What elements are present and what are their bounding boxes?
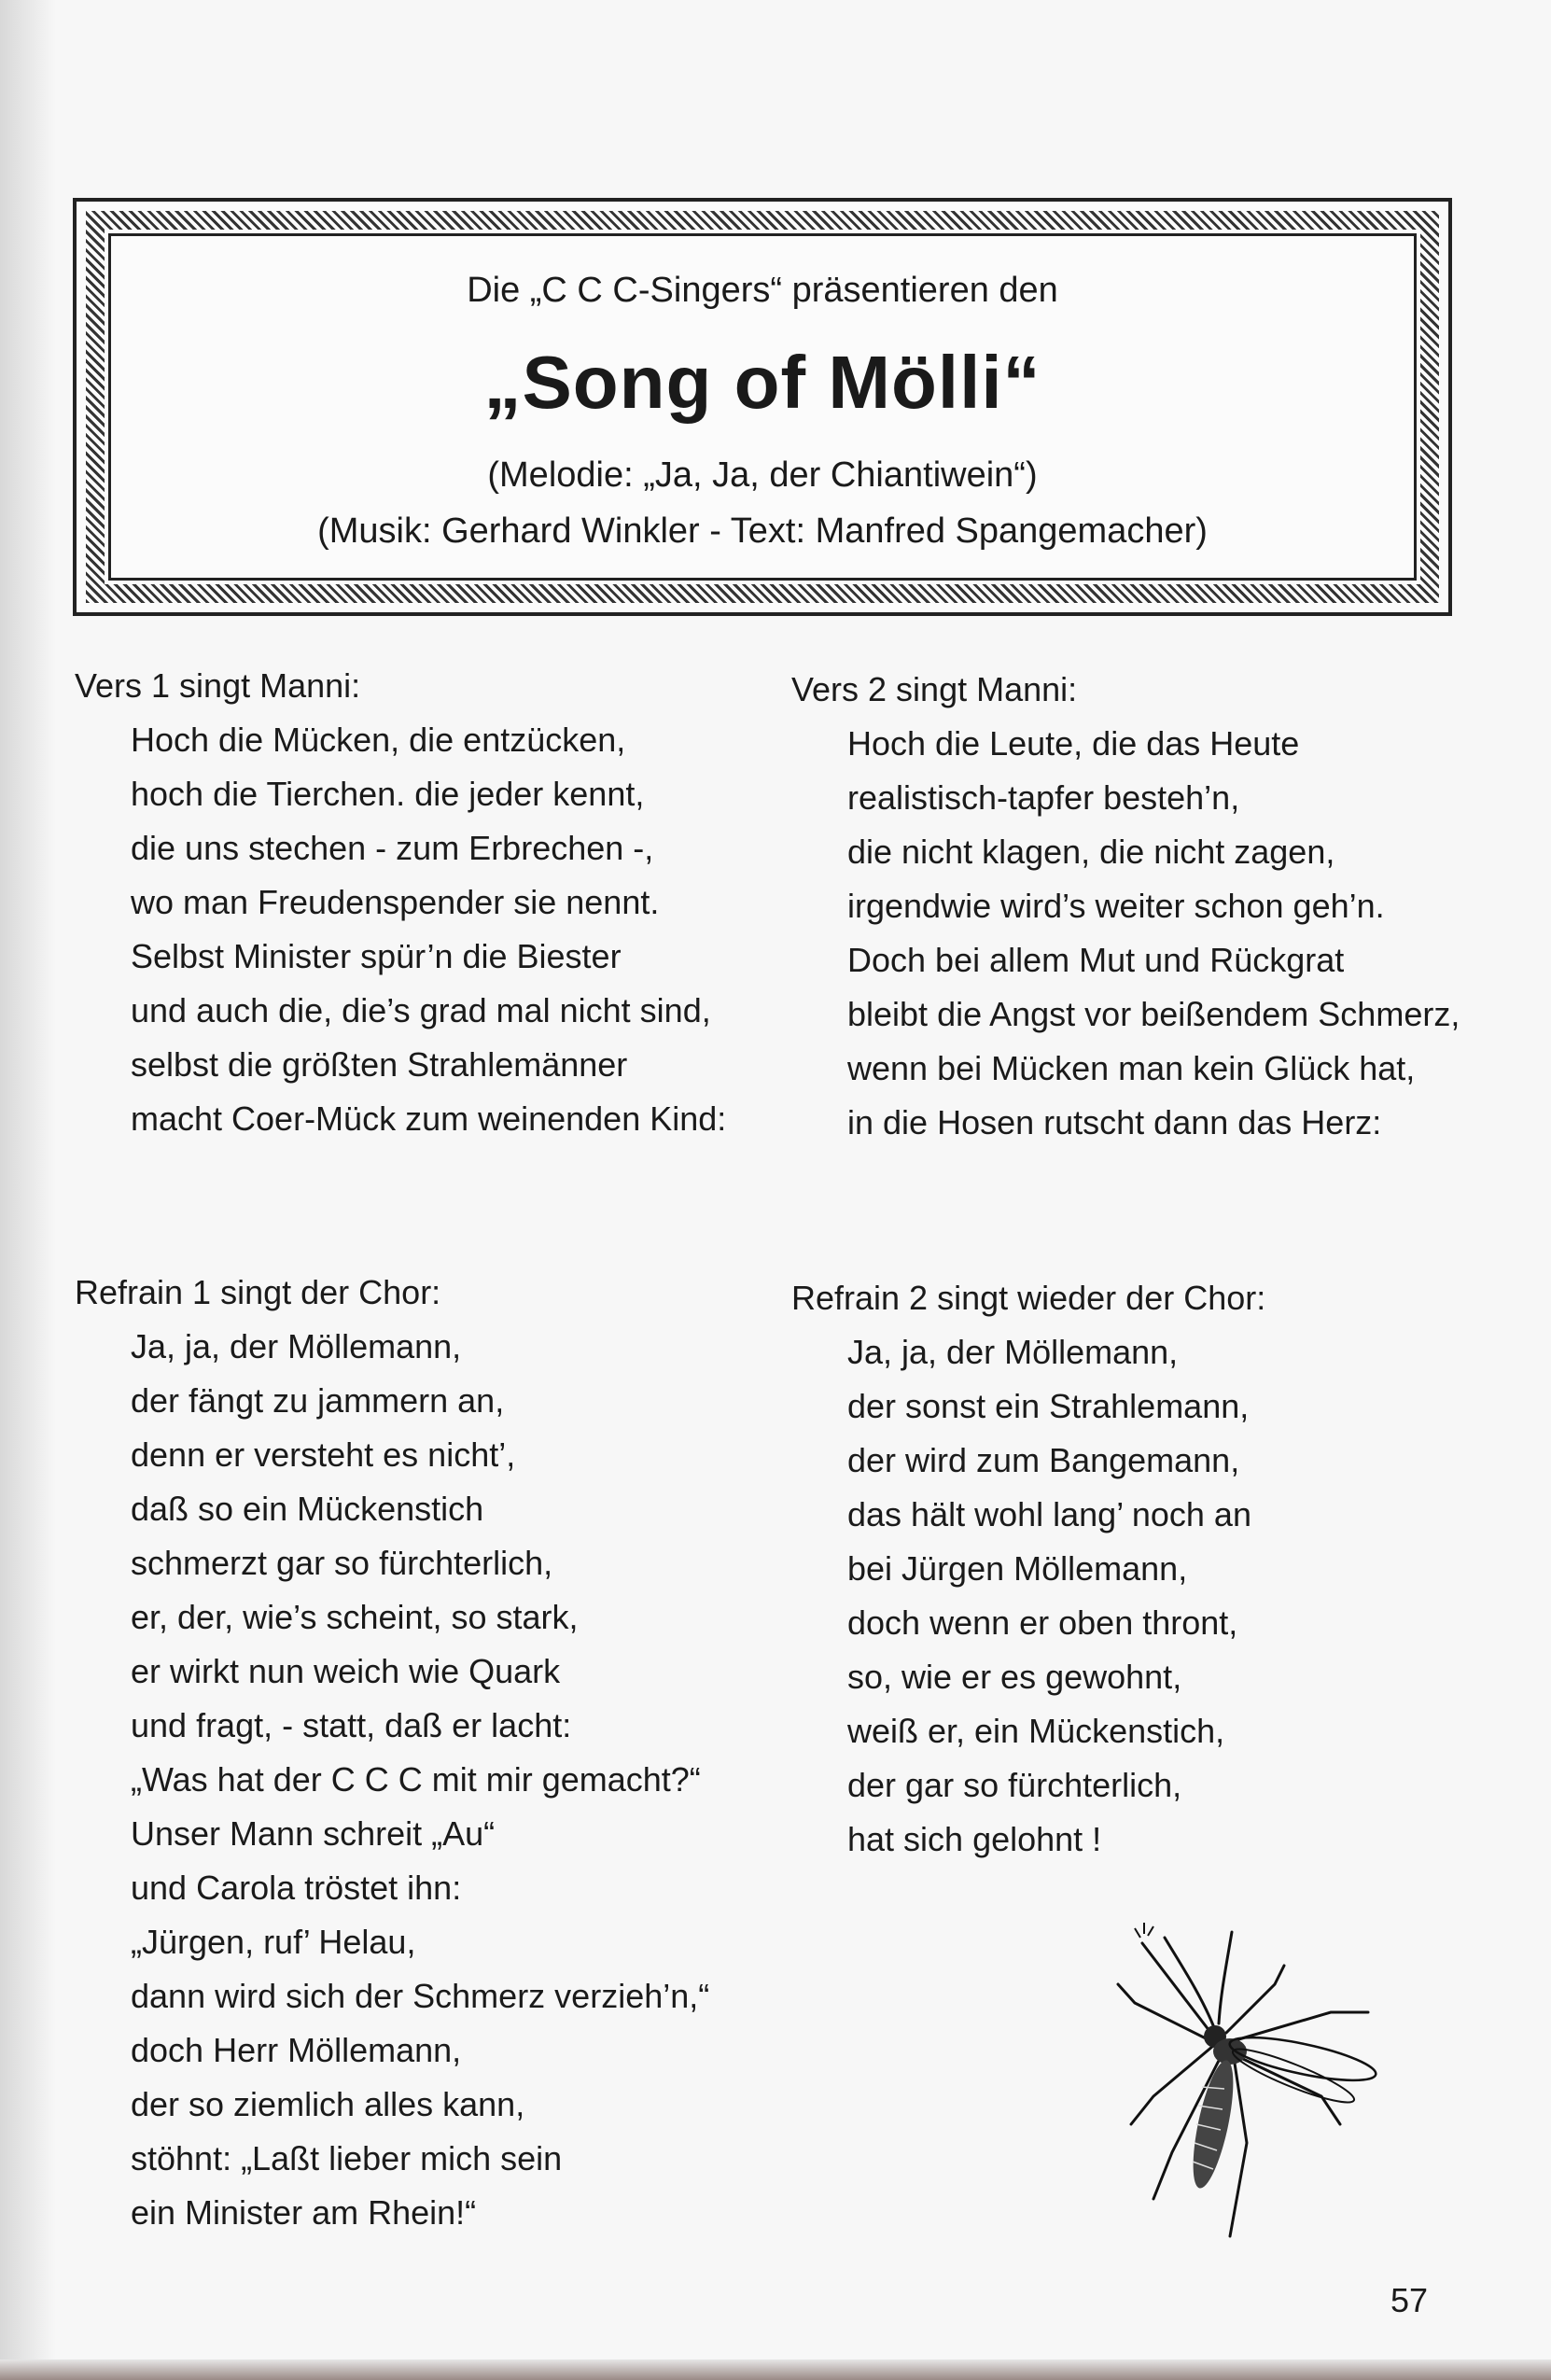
refrain-line: der gar so fürchterlich, [847, 1766, 1182, 1804]
refrain-line: Ja, ja, der Möllemann, [131, 1327, 462, 1365]
verse-line: wenn bei Mücken man kein Glück hat, [847, 1049, 1416, 1087]
verse-line: selbst die größten Strahlemänner [131, 1045, 628, 1084]
refrain-1-heading: Refrain 1 singt der Chor: [75, 1273, 441, 1311]
verse-2-heading: Vers 2 singt Manni: [791, 670, 1078, 708]
refrain-line: das hält wohl lang’ noch an [847, 1495, 1251, 1533]
refrain-line: der wird zum Bangemann, [847, 1441, 1240, 1479]
verse-1 [75, 659, 747, 1146]
verse-line: die uns stechen - zum Erbrechen -, [131, 829, 654, 867]
refrain-line: der fängt zu jammern an, [131, 1381, 505, 1420]
credits-note: (Musik: Gerhard Winkler - Text: Manfred Spangemacher) [317, 511, 1208, 551]
refrain-line: schmerzt gar so fürchterlich, [131, 1544, 553, 1582]
verse-2 [791, 663, 1463, 1150]
refrain-line: der sonst ein Strahlemann, [847, 1387, 1250, 1425]
refrain-line: weiß er, ein Mückenstich, [847, 1712, 1225, 1750]
refrain-line: und fragt, - statt, daß er lacht: [131, 1706, 572, 1744]
presents-line: Die „C C C-Singers“ präsentieren den [467, 271, 1058, 310]
verse-line: hoch die Tierchen. die jeder kennt, [131, 775, 645, 813]
refrain-line: der so ziemlich alles kann, [131, 2085, 525, 2123]
song-title: „Song of Mölli“ [483, 341, 1041, 424]
refrain-line: daß so ein Mückenstich [131, 1490, 484, 1528]
verse-line: Selbst Minister spür’n die Biester [131, 937, 622, 975]
page-gutter-shadow [0, 0, 56, 2380]
refrain-line: hat sich gelohnt ! [847, 1820, 1102, 1858]
page-number: 57 [1390, 2281, 1429, 2319]
verse-line: die nicht klagen, die nicht zagen, [847, 833, 1335, 871]
verse-line: macht Coer-Mück zum weinenden Kind: [131, 1099, 727, 1138]
refrain-line: er, der, wie’s scheint, so stark, [131, 1598, 579, 1636]
verse-1-heading: Vers 1 singt Manni: [75, 666, 361, 705]
refrain-line: Unser Mann schreit „Au“ [131, 1814, 496, 1853]
refrain-line: stöhnt: „Laßt lieber mich sein [131, 2139, 563, 2177]
refrain-line: „Was hat der C C C mit mir gemacht?“ [131, 1760, 701, 1799]
verse-line: in die Hosen rutscht dann das Herz: [847, 1103, 1382, 1141]
refrain-line: denn er versteht es nicht’, [131, 1435, 516, 1474]
verse-line: und auch die, die’s grad mal nicht sind, [131, 991, 711, 1029]
verse-line: Doch bei allem Mut und Rückgrat [847, 941, 1345, 979]
refrain-line: Ja, ja, der Möllemann, [847, 1333, 1179, 1371]
melody-note: (Melodie: „Ja, Ja, der Chiantiwein“) [487, 455, 1038, 495]
refrain-line: er wirkt nun weich wie Quark [131, 1652, 561, 1690]
verse-line: irgendwie wird’s weiter schon geh’n. [847, 887, 1385, 925]
refrain-line: bei Jürgen Möllemann, [847, 1549, 1188, 1588]
verse-line: wo man Freudenspender sie nennt. [131, 883, 660, 921]
refrain-line: doch Herr Möllemann, [131, 2031, 462, 2069]
mosquito-illustration [1116, 1910, 1433, 2246]
refrain-2 [791, 1271, 1463, 1867]
refrain-line: und Carola tröstet ihn: [131, 1869, 462, 1907]
verse-line: realistisch-tapfer besteh’n, [847, 778, 1240, 817]
refrain-2-heading: Refrain 2 singt wieder der Chor: [791, 1279, 1266, 1317]
refrain-line: ein Minister am Rhein!“ [131, 2193, 477, 2232]
verse-line: bleibt die Angst vor beißendem Schmerz, [847, 995, 1460, 1033]
page-bottom-edge [0, 2359, 1551, 2380]
refrain-line: „Jürgen, ruf’ Helau, [131, 1923, 416, 1961]
refrain-line: doch wenn er oben thront, [847, 1603, 1238, 1642]
title-frame [73, 198, 1452, 616]
verse-line: Hoch die Mücken, die entzücken, [131, 721, 626, 759]
verse-line: Hoch die Leute, die das Heute [847, 724, 1300, 763]
refrain-line: dann wird sich der Schmerz verzieh’n,“ [131, 1977, 710, 2015]
refrain-line: so, wie er es gewohnt, [847, 1658, 1182, 1696]
refrain-1 [75, 1266, 747, 2240]
